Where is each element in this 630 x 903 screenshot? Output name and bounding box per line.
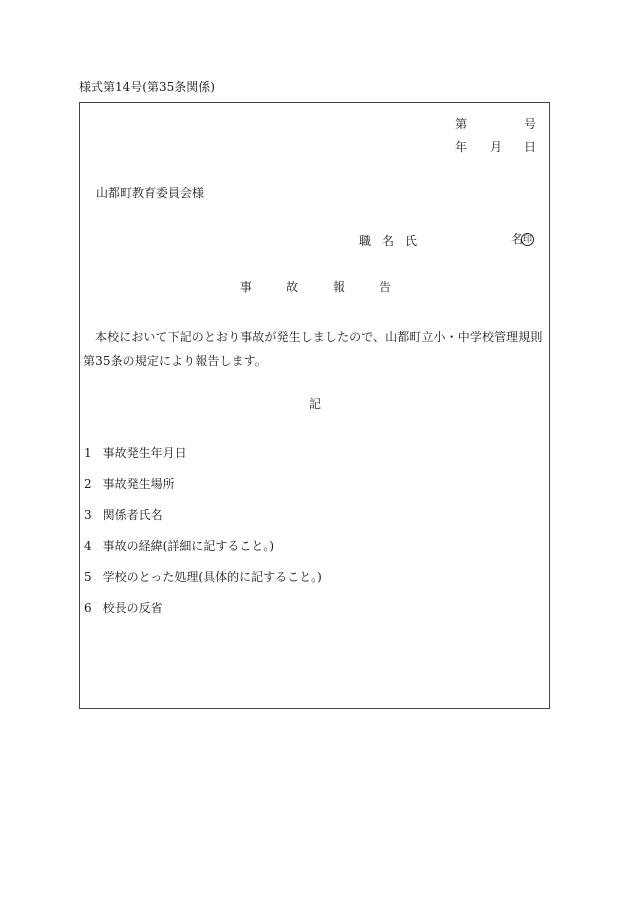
item-label: 学校のとった処理(具体的に記すること。) — [102, 570, 322, 584]
date-year: 年 — [455, 140, 468, 154]
item-number: 5 — [84, 570, 92, 584]
item-label: 関係者氏名 — [102, 508, 163, 522]
item-number: 3 — [84, 508, 92, 522]
item-3 — [84, 509, 163, 521]
item-label: 事故発生年月日 — [102, 446, 187, 460]
item-4 — [84, 540, 274, 552]
item-1 — [84, 447, 187, 459]
surname-label: 氏 — [405, 234, 418, 248]
item-number: 4 — [84, 539, 92, 553]
item-label: 事故発生場所 — [102, 477, 175, 491]
title-char-3: 報 — [333, 280, 346, 294]
item-6 — [84, 602, 163, 614]
position-label: 職 — [359, 234, 372, 248]
item-5 — [84, 571, 322, 583]
body-paragraph: 本校において下記のとおり事故が発生しましたので、山都町立小・中学校管理規則第35条の規定により報告します。 — [83, 330, 543, 368]
number-suffix: 号 — [524, 117, 537, 131]
item-2 — [84, 478, 175, 490]
seal-mark: 印 — [523, 235, 533, 245]
form-label: 様式第14号(第35条関係) — [79, 80, 215, 94]
name-label: 名 — [382, 234, 395, 248]
title-char-2: 故 — [286, 280, 299, 294]
date-day: 日 — [524, 140, 537, 154]
addressee: 山都町教育委員会様 — [96, 186, 205, 200]
item-number: 1 — [84, 446, 92, 460]
seal-prefix: 名 — [511, 232, 524, 246]
number-prefix: 第 — [455, 117, 468, 131]
seal-area — [511, 233, 534, 246]
item-label: 校長の反省 — [102, 601, 163, 615]
item-number: 2 — [84, 477, 92, 491]
date-month: 月 — [490, 140, 503, 154]
title-char-4: 告 — [379, 280, 392, 294]
item-label: 事故の経緯(詳細に記すること。) — [102, 539, 275, 553]
item-number: 6 — [84, 601, 92, 615]
ki-mark: 記 — [309, 397, 322, 411]
title-char-1: 事 — [240, 280, 253, 294]
